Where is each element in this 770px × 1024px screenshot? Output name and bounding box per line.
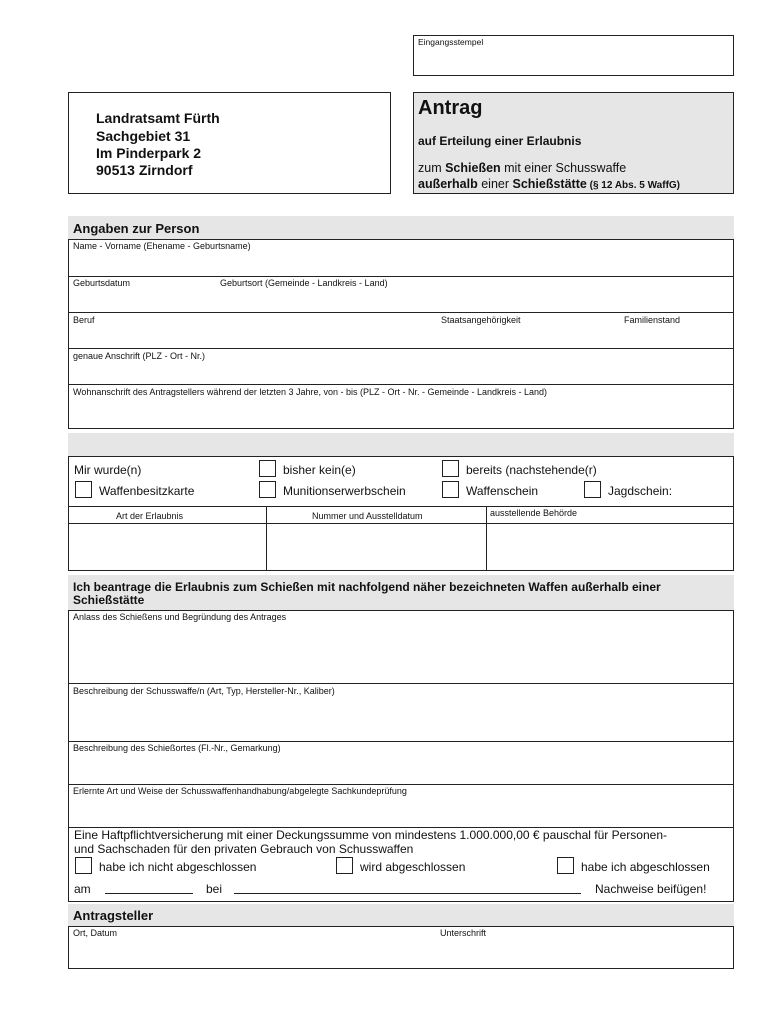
place-date-label: Ort, Datum <box>73 928 118 938</box>
address-line-1: Landratsamt Fürth <box>96 110 220 126</box>
name-field-label: Name - Vorname (Ehename - Geburtsname) <box>73 241 251 251</box>
request-header-line1: Ich beantrage die Erlaubnis zum Schießen mit nachfolgend näher bezeichneten Waffen außerhalb einer <box>73 580 661 594</box>
person-row-divider <box>68 384 734 385</box>
weapon-license-checkbox[interactable] <box>442 481 459 498</box>
address-line-2: Sachgebiet 31 <box>96 128 191 144</box>
antrag-line4-a: außerhalb <box>418 177 478 191</box>
person-row-divider <box>68 312 734 313</box>
place-date-field[interactable] <box>69 939 429 968</box>
insurance-company-field[interactable] <box>234 893 581 894</box>
possession-card-label: Waffenbesitzkarte <box>99 484 195 498</box>
marital-field[interactable] <box>620 326 733 347</box>
insurance-will-label: wird abgeschlossen <box>360 860 466 874</box>
antrag-title: Antrag <box>418 97 483 119</box>
insurance-not-checkbox[interactable] <box>75 857 92 874</box>
permits-col-authority: ausstellende Behörde <box>490 508 578 518</box>
section-spacer <box>68 433 734 457</box>
signature-label: Unterschrift <box>440 928 487 938</box>
job-field[interactable] <box>69 326 434 347</box>
insurance-have-checkbox[interactable] <box>557 857 574 874</box>
hunting-license-checkbox[interactable] <box>584 481 601 498</box>
antrag-line4-d: (§ 12 Abs. 5 WaffG) <box>586 180 681 191</box>
permits-intro: Mir wurde(n) <box>74 463 142 477</box>
antrag-line3 <box>418 161 626 175</box>
possession-card-checkbox[interactable] <box>75 481 92 498</box>
prev-address-field-label: Wohnanschrift des Antragstellers während der letzten 3 Jahre, von - bis (PLZ - Ort - Nr. - Gemeinde - Landkreis - Land) <box>73 387 548 397</box>
job-field-label: Beruf <box>73 315 95 325</box>
prev-address-field[interactable] <box>69 398 733 428</box>
permits-number-cell[interactable] <box>267 524 485 570</box>
address-field[interactable] <box>69 362 733 383</box>
insurance-will-checkbox[interactable] <box>336 857 353 874</box>
address-line-3: Im Pinderpark 2 <box>96 145 202 161</box>
place-field[interactable] <box>69 754 733 783</box>
reason-field-label: Anlass des Schießens und Begründung des Antrages <box>73 612 287 622</box>
name-field[interactable] <box>69 252 733 275</box>
request-header-line2: Schießstätte <box>73 593 145 607</box>
insurance-bei-label: bei <box>206 882 223 896</box>
antrag-line3-a: zum <box>418 161 446 175</box>
address-box <box>68 92 391 194</box>
insurance-line1: Eine Haftpflichtversicherung mit einer Deckungssumme von mindestens 1.000.000,00 € pauschal für Personen- <box>74 828 667 842</box>
nationality-field[interactable] <box>437 326 617 347</box>
reason-field[interactable] <box>69 623 733 682</box>
request-row-divider <box>68 683 734 684</box>
address-line-4: 90513 Zirndorf <box>96 162 193 178</box>
birthplace-field[interactable] <box>216 289 733 311</box>
training-field[interactable] <box>69 797 733 827</box>
insurance-have-label: habe ich abgeschlossen <box>581 860 710 874</box>
permits-col-number: Nummer und Ausstelldatum <box>312 511 423 521</box>
stamp-label: Eingangsstempel <box>418 37 484 47</box>
permits-type-cell[interactable] <box>69 524 265 570</box>
training-field-label: Erlernte Art und Weise der Schusswaffenhandhabung/abgelegte Sachkundeprüfung <box>73 786 407 796</box>
nationality-field-label: Staatsangehörigkeit <box>441 315 521 325</box>
antrag-line4 <box>418 177 680 191</box>
birthdate-field-label: Geburtsdatum <box>73 278 131 288</box>
permits-table-top <box>68 506 734 507</box>
weapon-field-label: Beschreibung der Schusswaffe/n (Art, Typ, Hersteller-Nr., Kaliber) <box>73 686 335 696</box>
insurance-proof-note: Nachweise beifügen! <box>595 882 707 896</box>
antrag-line4-b: einer <box>477 177 513 191</box>
place-field-label: Beschreibung des Schießortes (Fl.-Nr., Gemarkung) <box>73 743 281 753</box>
antrag-line3-b: Schießen <box>445 161 501 175</box>
antrag-subtitle: auf Erteilung einer Erlaubnis <box>418 134 582 148</box>
hunting-license-label: Jagdschein: <box>608 484 673 498</box>
ammo-cert-label: Munitionserwerbschein <box>283 484 406 498</box>
weapon-license-label: Waffenschein <box>466 484 539 498</box>
insurance-line2: und Sachschaden für den privaten Gebrauch von Schusswaffen <box>74 842 414 856</box>
ammo-cert-checkbox[interactable] <box>259 481 276 498</box>
signature-field[interactable] <box>436 939 733 968</box>
antrag-box <box>413 92 734 194</box>
weapon-field[interactable] <box>69 697 733 740</box>
address-field-label: genaue Anschrift (PLZ - Ort - Nr.) <box>73 351 206 361</box>
birthplace-field-label: Geburtsort (Gemeinde - Landkreis - Land) <box>220 278 388 288</box>
applicant-header-title: Antragsteller <box>73 908 154 923</box>
birthdate-field[interactable] <box>69 289 214 311</box>
permits-authority-cell[interactable] <box>487 524 733 570</box>
request-row-divider <box>68 741 734 742</box>
permits-none-checkbox[interactable] <box>259 460 276 477</box>
request-row-divider <box>68 784 734 785</box>
antrag-line3-c: mit einer Schusswaffe <box>500 161 627 175</box>
permits-already-label: bereits (nachstehende(r) <box>466 463 597 477</box>
insurance-am-label: am <box>74 882 91 896</box>
marital-field-label: Familienstand <box>624 315 681 325</box>
person-row-divider <box>68 276 734 277</box>
stamp-box <box>413 35 734 76</box>
person-row-divider <box>68 348 734 349</box>
insurance-not-label: habe ich nicht abgeschlossen <box>99 860 257 874</box>
insurance-date-field[interactable] <box>105 893 193 894</box>
permits-col-type: Art der Erlaubnis <box>116 511 184 521</box>
person-header-title: Angaben zur Person <box>73 221 200 236</box>
antrag-line4-c: Schießstätte <box>512 177 587 191</box>
applicant-section-header <box>68 904 734 927</box>
permits-already-checkbox[interactable] <box>442 460 459 477</box>
permits-none-label: bisher kein(e) <box>283 463 356 477</box>
